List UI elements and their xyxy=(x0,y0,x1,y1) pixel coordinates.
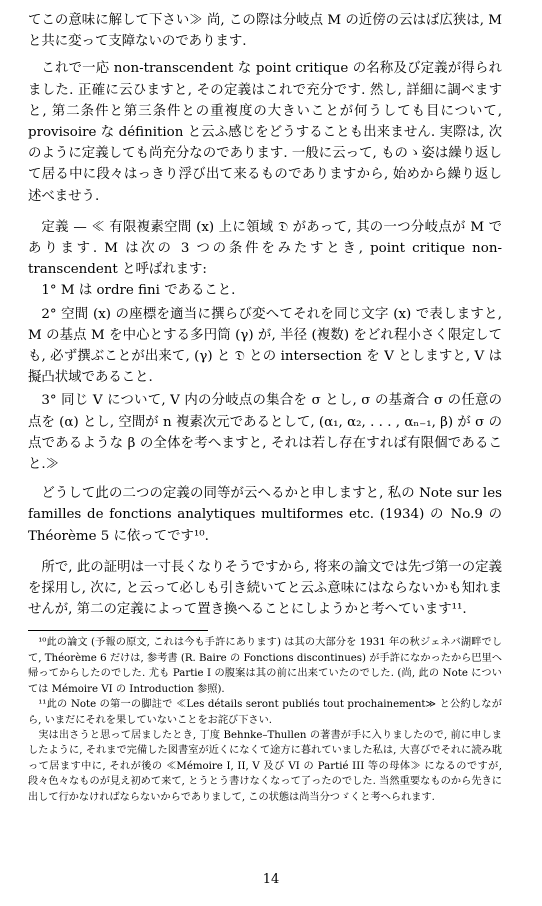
footnote-11-continued: 実は出さうと思って居ましたとき, 丁度 Behnke–Thullen の著書が手に入りましたので, 前に申しましたように, それまで完備した図書室が近くになくて途方に暮れていました私は, 大喜びでそれに読み耽って居ます中に, それが後の ≪Mémoire I, II, V 及び VI の Partié III 等の母体≫ になるのですが, 段々色々なものが見え初めて来て, とうとう書けなくなって了ったのでした. 当然重要なものから先きに出して行かなければならないからでありまして, この状態は尚当分つゞくと考へられます. xyxy=(28,729,502,803)
definition-head: 定義 — ≪ 有限複素空間 (x) 上に領域 𝔇 があって, 其の一つ分岐点が M であります. M は次の 3 つの条件をみたすとき, point critique non-transcendent と呼ばれます: xyxy=(28,219,502,278)
paragraph-equivalence: どうして此の二つの定義の同等が云へるかと申しますと, 私の Note sur les familles de fonctions analytiques multiformes etc. (1934) の No.9 の Théorème 5 に依ってです¹⁰. xyxy=(28,486,502,544)
page-number: 14 xyxy=(262,872,280,887)
definition-block xyxy=(28,217,502,475)
definition-condition-1: 1° M は ordre fini であること. xyxy=(41,283,236,299)
footnote-10: ¹⁰此の論文 (予報の原文, これは今も手許にあります) は其の大部分を 1931 年の秋ジェネバ湖畔でして, Théorème 6 だけは, 参考書 (R. Baire の Fonctions discontinues) が手許になかったから巴里へ帰ってからしたのでした. 尤も Partie I の腹案は其の前に出来ていたのでした. (尚, 此の Note については Mémoire VI の Introduction 参照). xyxy=(28,637,502,695)
footnotes xyxy=(28,635,502,804)
paragraph-definition-intro: これで一応 non-transcendent な point critique の名称及び定義が得られました. 正確に云ひますと, その定義はこれで充分です. 然し, 詳細に調べますと, 第二条件と第三条件との重複度の大きいことが何うしても目について, provisoire な définition と云ふ感じをどうすることも出来ません. 実際は, 次のように定義しても尚充分なのであります. 一般に云って, ものゝ姿は繰り返して居る中に段々はっきり浮び出て来るものでありますから, 始めから繰り返し述べませう. xyxy=(28,61,502,204)
paragraph-proof-plan: 所で, 此の証明は一寸長くなりそうですから, 将来の論文では先づ第一の定義を採用し, 次に, と云って必しも引き続いてと云ふ意味にはならないかも知れませんが, 第二の定義によって置き換へることにしようかと考へています¹¹. xyxy=(28,559,502,618)
page-content xyxy=(28,10,502,805)
footnote-11: ¹¹此の Note の第一の脚註で ≪Les détails seront publiés tout prochainement≫ と公約しながら, いまだにそれを果していないことをお詫び下さい. xyxy=(28,699,502,726)
paragraph-continuation: てこの意味に解して下さい≫ 尚, この際は分岐点 M の近傍の云はば広狭は, M と共に変って支障ないのであります. xyxy=(28,13,502,50)
footnote-divider xyxy=(28,630,208,631)
definition-condition-2: 2° 空間 (x) の座標を適当に撰らび変へてそれを同じ文字 (x) で表しますと, M の基点 M を中心とする多円筒 (γ) が, 半径 (複数) をどれ程小さく限定しても, 必ず撰ぶことが出来て, (γ) と 𝔇 との intersection を V としますと, V は擬凸状域であること. xyxy=(28,306,502,386)
definition-condition-3: 3° 同じ V について, V 内の分岐点の集合を σ とし, σ の基斎合 σ の任意の点を (α) とし, 空間が n 複素次元であるとして, (α₁, α₂, . . . , αₙ₋₁, β) が σ の点であるような β の全体を考へますと, それは若し存在すれば有限個であること.≫ xyxy=(28,393,502,473)
